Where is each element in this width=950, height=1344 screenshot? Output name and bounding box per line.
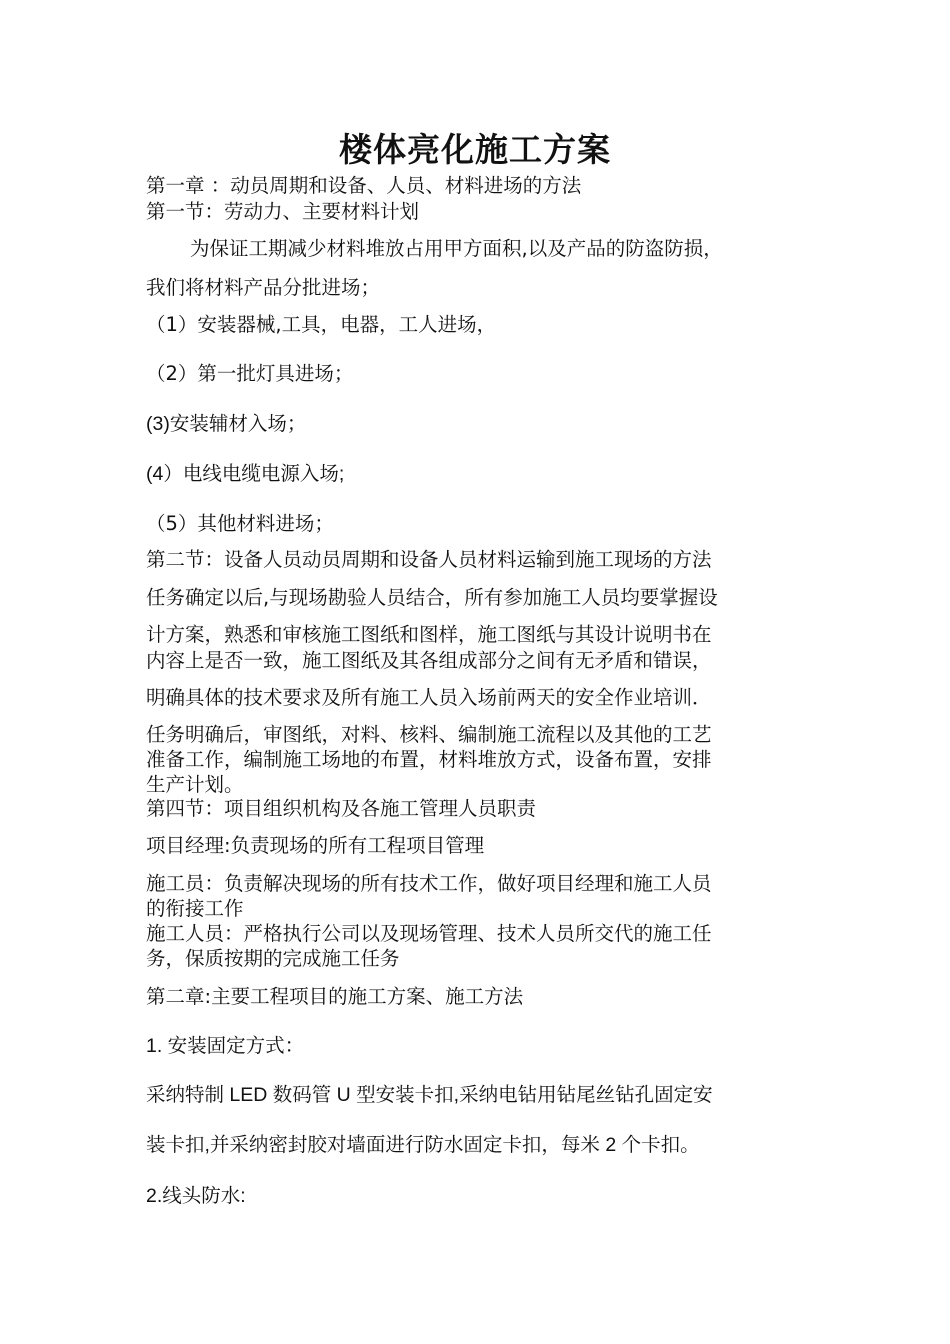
list-item: （1）安装器械,工具，电器，工人进场， [146,313,497,336]
section-2-heading: 第二节：设备人员动员周期和设备人员材料运输到施工现场的方法 [146,548,712,571]
paragraph-line: 项目经理:负责现场的所有工程项目管理 [146,834,485,857]
list-item: (3)安装辅材入场； [146,413,307,435]
paragraph-line: 施工人员：严格执行公司以及现场管理、技术人员所交代的施工任 [146,922,712,945]
paragraph-line: 生产计划。 [146,773,244,796]
paragraph-line: 装卡扣,并采纳密封胶对墙面进行防水固定卡扣，每米 2 个卡扣。 [146,1134,700,1156]
section-1-heading: 第一节：劳动力、主要材料计划 [146,200,420,223]
paragraph-line: 明确具体的技术要求及所有施工人员入场前两天的安全作业培训． [146,686,712,709]
subheading: 1. 安装固定方式： [146,1035,305,1057]
chapter-1-heading: 第一章 ：动员周期和设备、人员、材料进场的方法 [146,174,582,197]
paragraph-line: 计方案，熟悉和审核施工图纸和图样，施工图纸与其设计说明书在 [146,623,712,646]
paragraph-line: 任务明确后，审图纸，对料、核料、编制施工流程以及其他的工艺 [146,723,712,746]
paragraph-line: 务，保质按期的完成施工任务 [146,947,400,970]
paragraph-line: 任务确定以后,与现场勘验人员结合，所有参加施工人员均要掌握设 [146,586,718,609]
paragraph-line: 采纳特制 LED 数码管 U 型安装卡扣,采纳电钻用钻尾丝钻孔固定安 [146,1084,713,1106]
chapter-2-heading: 第二章:主要工程项目的施工方案、施工方法 [146,985,524,1008]
paragraph-line: 准备工作，编制施工场地的布置，材料堆放方式，设备布置，安排 [146,748,712,771]
list-item: (4）电线电缆电源入场; [146,463,345,485]
paragraph-line: 的衔接工作 [146,897,244,920]
section-4-heading: 第四节：项目组织机构及各施工管理人员职责 [146,797,537,820]
paragraph-line: 施工员：负责解决现场的所有技术工作，做好项目经理和施工人员 [146,872,712,895]
paragraph-line: 内容上是否一致，施工图纸及其各组成部分之间有无矛盾和错误， [146,649,712,672]
list-item: （5）其他材料进场； [146,512,334,535]
paragraph-line: 我们将材料产品分批进场； [146,276,381,299]
list-item: （2）第一批灯具进场； [146,362,354,385]
document-title: 楼体亮化施工方案 [339,130,611,169]
paragraph-line: 为保证工期减少材料堆放占用甲方面积,以及产品的防盗防损， [190,237,723,260]
subheading: 2.线头防水: [146,1185,246,1207]
